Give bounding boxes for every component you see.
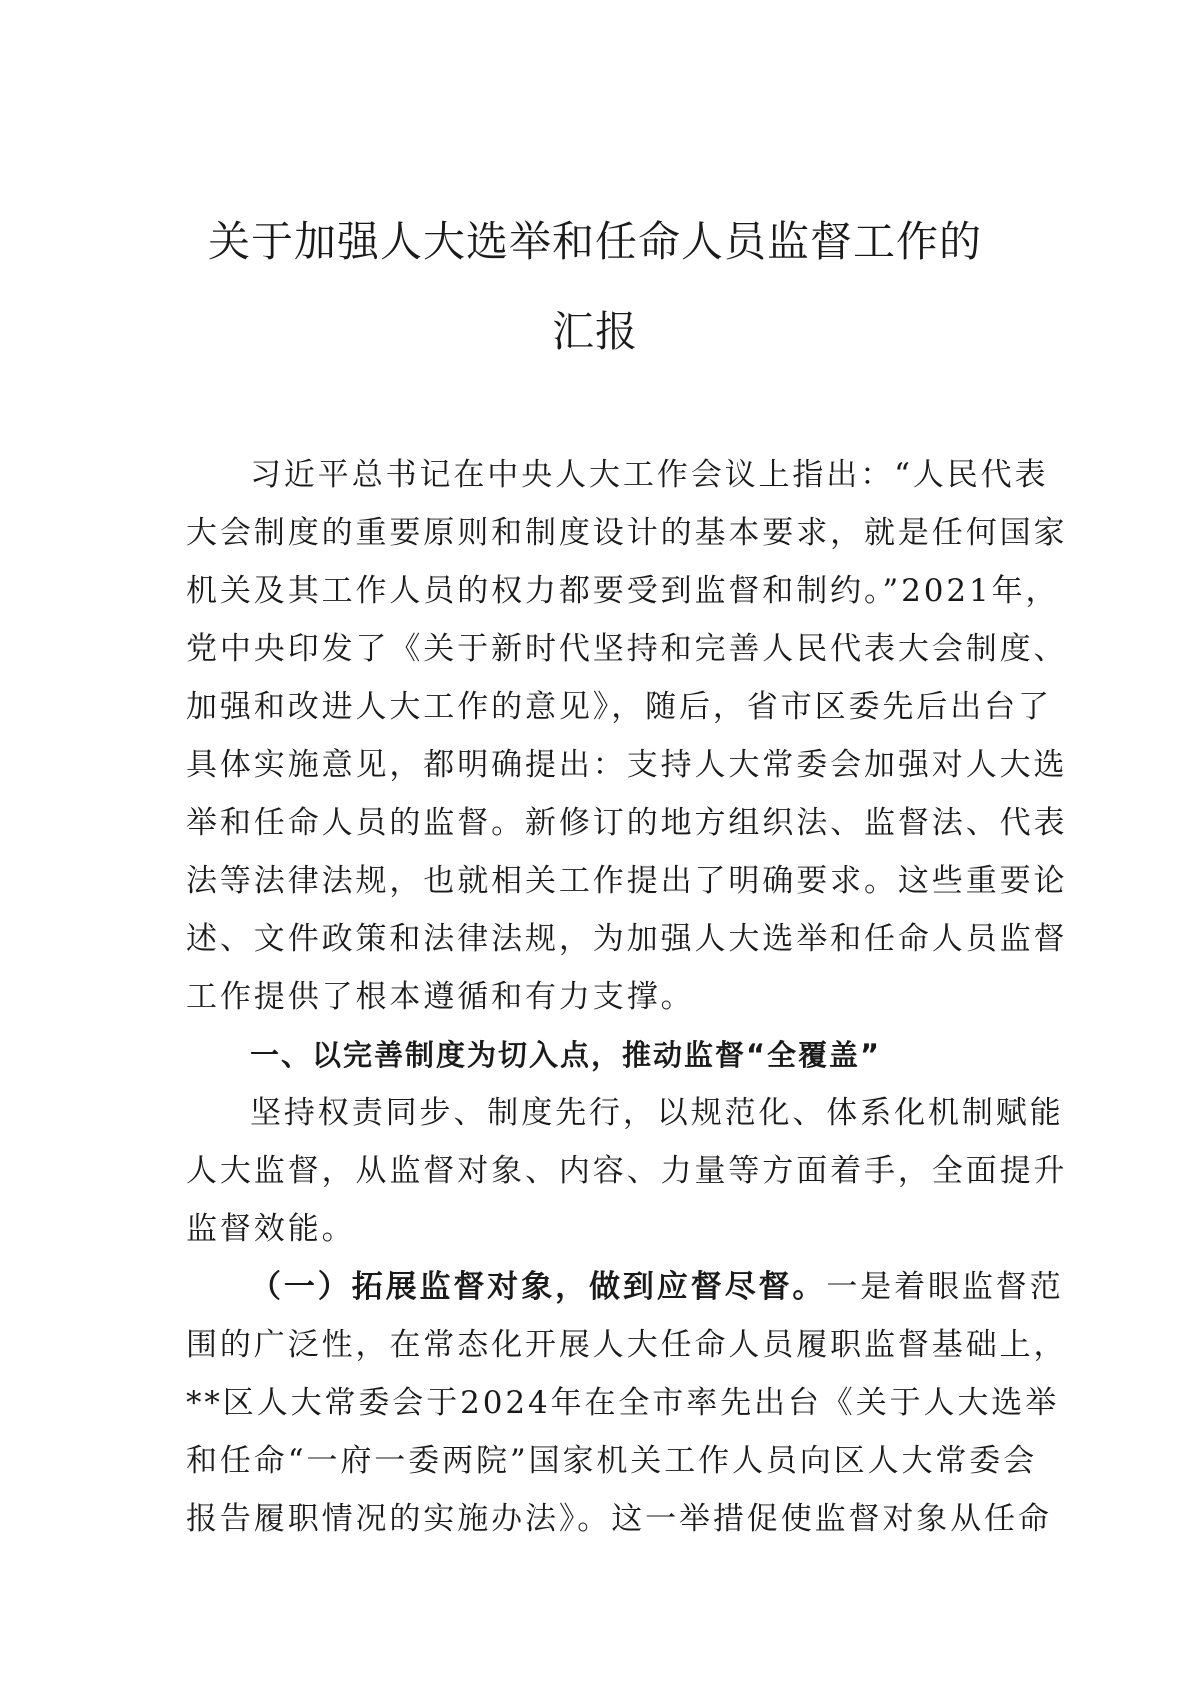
paragraph-intro bbox=[186, 446, 1068, 1026]
paragraph-line: 具体实施意见，都明确提出：支持人大常委会加强对人大选 bbox=[186, 747, 1068, 783]
paragraph-line: 述、文件政策和法律法规，为加强人大选举和任命人员监督 bbox=[186, 921, 1068, 957]
paragraph-line: 工作提供了根本遵循和有力支撑。 bbox=[186, 979, 695, 1015]
paragraph-line: 坚持权责同步、制度先行，以规范化、体系化机制赋能 bbox=[250, 1095, 1064, 1131]
subsection-heading: （一）拓展监督对象，做到应督尽督。 bbox=[250, 1269, 827, 1305]
paragraph-line: 报告履职情况的实施办法》。这一举措促使监督对象从任命 bbox=[186, 1501, 1052, 1537]
document-title-line-1: 关于加强人大选举和任命人员监督工作的 bbox=[207, 217, 982, 266]
paragraph-line: 大会制度的重要原则和制度设计的基本要求，就是任何国家 bbox=[186, 515, 1068, 551]
document-body bbox=[186, 446, 1068, 1548]
paragraph-line: 人大监督，从监督对象、内容、力量等方面着手，全面提升 bbox=[186, 1153, 1068, 1189]
document-title-line-2: 汇报 bbox=[551, 307, 638, 356]
paragraph-subsection-1 bbox=[186, 1258, 1068, 1548]
paragraph-line: 法等法律法规，也就相关工作提出了明确要求。这些重要论 bbox=[186, 863, 1068, 899]
paragraph-line: 党中央印发了《关于新时代坚持和完善人民代表大会制度、 bbox=[186, 631, 1068, 667]
section-heading-1: 一、以完善制度为切入点，推动监督“全覆盖” bbox=[250, 1038, 882, 1072]
paragraph-line: 和任命“一府一委两院”国家机关工作人员向区人大常委会 bbox=[186, 1443, 1038, 1479]
paragraph-section1-intro bbox=[186, 1084, 1068, 1258]
paragraph-line: 监督效能。 bbox=[186, 1211, 356, 1247]
paragraph-line: **区人大常委会于2024年在全市率先出台《关于人大选举 bbox=[186, 1385, 1060, 1421]
paragraph-line-first bbox=[186, 1258, 1064, 1316]
paragraph-line-text: 一是着眼监督范 bbox=[826, 1269, 1064, 1305]
paragraph-line: 围的广泛性，在常态化开展人大任命人员履职监督基础上， bbox=[186, 1327, 1068, 1363]
paragraph-line: 举和任命人员的监督。新修订的地方组织法、监督法、代表 bbox=[186, 805, 1068, 841]
paragraph-line: 习近平总书记在中央人大工作会议上指出：“人民代表 bbox=[250, 457, 1049, 493]
paragraph-line: 加强和改进人大工作的意见》，随后，省市区委先后出台了 bbox=[186, 689, 1052, 725]
paragraph-line: 机关及其工作人员的权力都要受到监督和制约。”2021年， bbox=[186, 573, 1060, 609]
